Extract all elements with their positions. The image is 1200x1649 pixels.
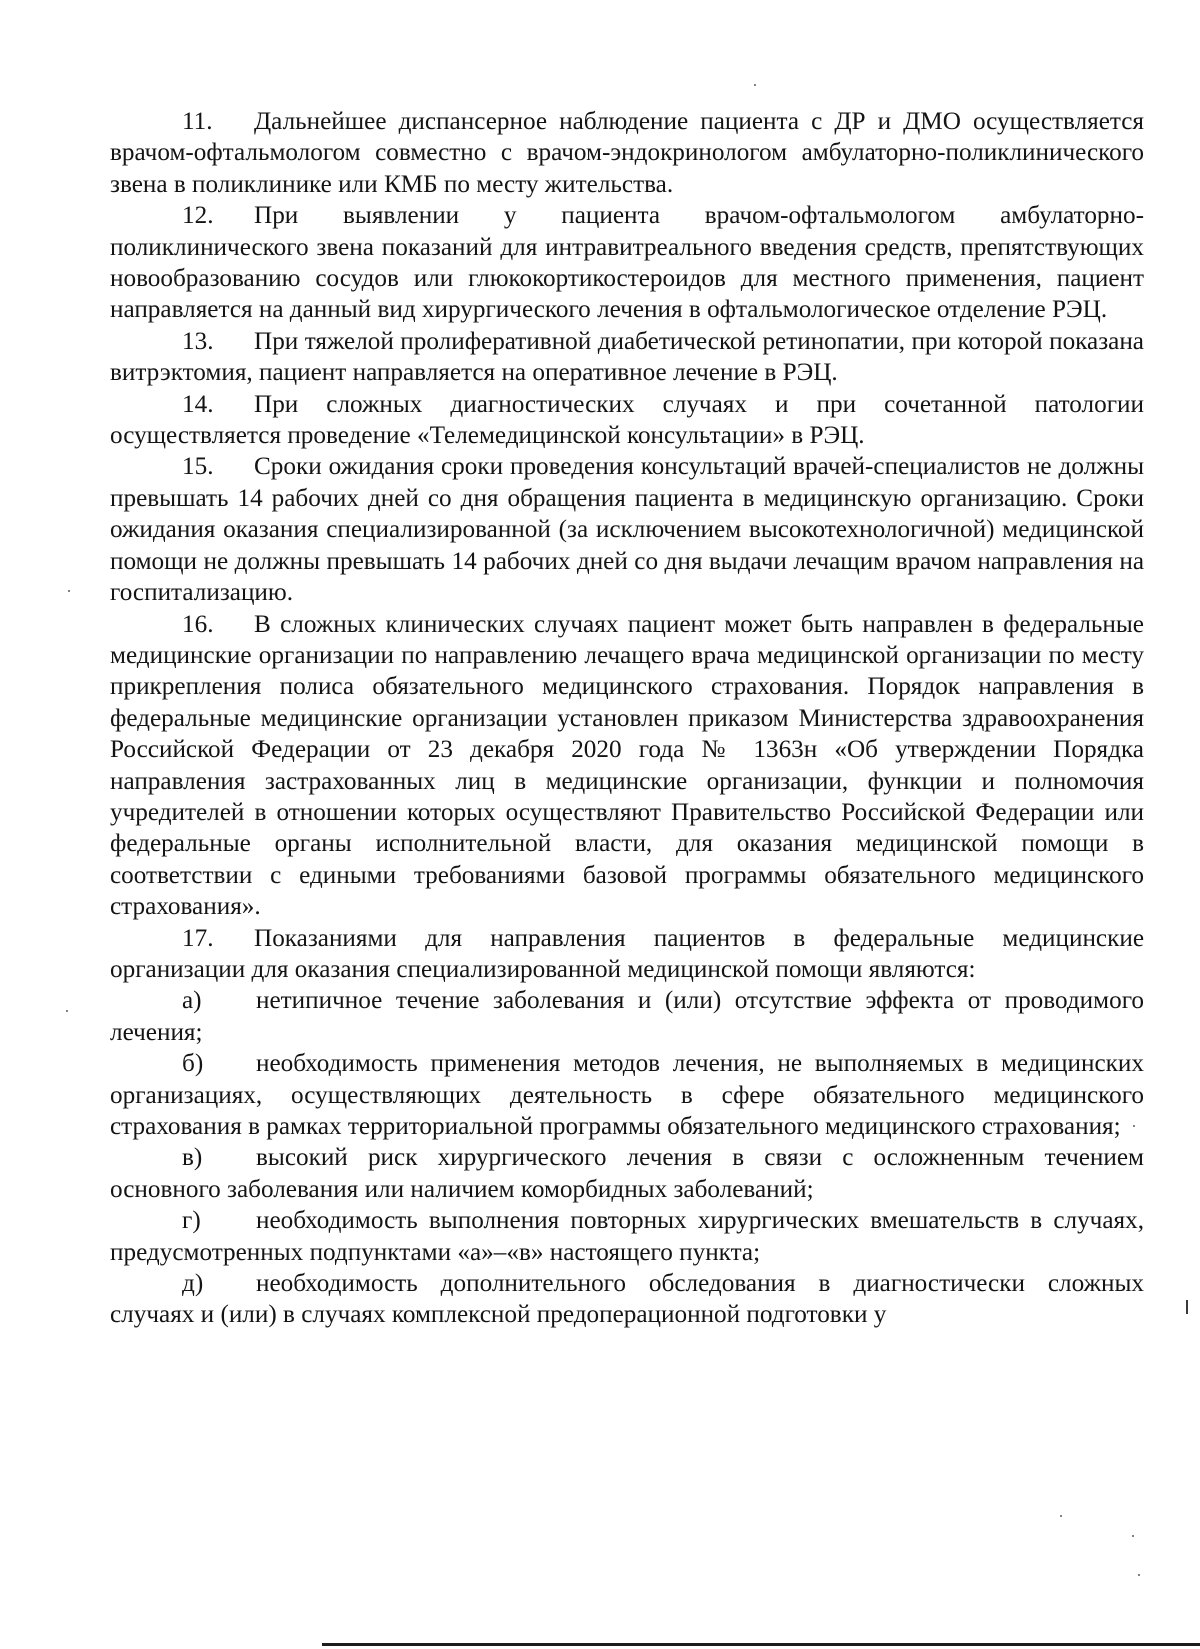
scan-speck [1132,1535,1134,1537]
paragraph-11 [110,106,1144,200]
subparagraph-b [110,1048,1144,1142]
scan-speck [1060,1515,1062,1517]
paragraph-number: 17. [182,924,214,952]
paragraph-number: 15. [182,453,214,481]
paragraph-text: При сложных диагностических случаях и при сочетанной патологии осуществляется проведение «Телемедицинской консультации» в РЭЦ. [110,390,1144,450]
paragraph-14 [110,389,1144,452]
paragraph-text: В сложных клинических случаях пациент может быть направлен в федеральные медицинские организации по направлению лечащего врача медицинской организации по месту прикрепления полиса обязательного медицинского страхования. Порядок направления в федеральные медицинские организации установлен приказом Министерства здравоохранения Российской Федерации от 23 декабря 2020 года № 1363н «Об утверждении Порядка направления застрахованных лиц в медицинские организации, функции и полномочия учредителей в отношении которых осуществляют Правительство Российской Федерации или федеральные органы исполнительной власти, для оказания медицинской помощи в соответствии с едиными требованиями базовой программы обязательного медицинского страхования». [110,610,1144,921]
subparagraph-v [110,1142,1144,1205]
paragraph-text: При тяжелой пролиферативной диабетической ретинопатии, при которой показана витрэктомия, пациент направляется на оперативное лечение в РЭЦ. [110,327,1144,387]
subparagraph-text: необходимость выполнения повторных хирургических вмешательств в случаях, предусмотренных подпунктами «а»–«в» настоящего пункта; [110,1207,1144,1266]
scan-speck [1138,1574,1140,1576]
subparagraph-text: нетипичное течение заболевания и (или) отсутствие эффекта от проводимого лечения; [110,987,1144,1046]
scan-bottom-edge [322,1643,1200,1646]
scan-speck [66,1010,68,1012]
paragraph-text: При выявлении у пациента врачом-офтальмологом амбулаторно-поликлинического звена показаний для интравитреального введения средств, препятствующих новообразованию сосудов или глюкокортикостероидов для местного применения, пациент направляется на данный вид хирургического лечения в офтальмологическое отделение РЭЦ. [110,202,1144,324]
paragraph-15 [110,451,1144,608]
subparagraph-d [110,1268,1144,1331]
subparagraph-letter: в) [182,1144,203,1172]
subparagraph-letter: а) [182,987,202,1015]
paragraph-number: 14. [182,390,214,418]
document-body [110,106,1144,1331]
subparagraph-g [110,1205,1144,1268]
subparagraph-text: высокий риск хирургического лечения в связи с осложненным течением основного заболевания или наличием коморбидных заболеваний; [110,1144,1144,1203]
scan-speck [68,590,70,592]
paragraph-text: Дальнейшее диспансерное наблюдение пациента с ДР и ДМО осуществляется врачом-офтальмологом совместно с врачом-эндокринологом амбулаторно-поликлинического звена в поликлинике или КМБ по месту жительства. [110,108,1144,198]
subparagraph-letter: д) [182,1270,204,1298]
paragraph-text: Сроки ожидания сроки проведения консультаций врачей-специалистов не должны превышать 14 рабочих дней со дня обращения пациента в медицинскую организацию. Сроки ожидания оказания специализированной (за исключением высокотехнологичной) медицинской помощи не должны превышать 14 рабочих дней со дня выдачи лечащим врачом направления на госпитализацию. [110,453,1144,607]
scan-speck [1133,1125,1135,1127]
subparagraph-text: необходимость применения методов лечения, не выполняемых в медицинских организациях, осуществляющих деятельность в сфере обязательного медицинского страхования в рамках территориальной программы обязательного медицинского страхования; [110,1050,1144,1140]
paragraph-13 [110,326,1144,389]
paragraph-number: 11. [182,108,213,135]
subparagraph-letter: б) [182,1050,204,1078]
scan-speck [754,84,756,86]
subparagraph-letter: г) [182,1207,201,1235]
subparagraph-a [110,985,1144,1048]
paragraph-number: 12. [182,202,214,230]
subparagraph-text: необходимость дополнительного обследования в диагностически сложных случаях и (или) в случаях комплексной предоперационной подготовки у [110,1270,1144,1329]
paragraph-16 [110,609,1144,923]
scan-edge-mark [1186,1300,1188,1314]
paragraph-17 [110,923,1144,986]
paragraph-number: 13. [182,327,214,355]
paragraph-text: Показаниями для направления пациентов в федеральные медицинские организации для оказания специализированной медицинской помощи являются: [110,924,1144,983]
paragraph-12 [110,200,1144,326]
paragraph-number: 16. [182,610,214,638]
